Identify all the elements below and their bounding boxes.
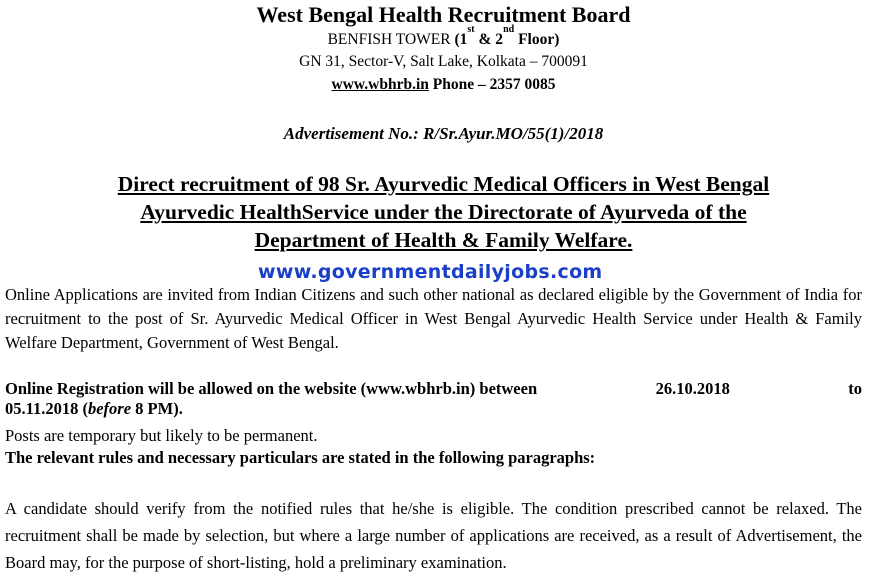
floor-word: Floor)	[514, 31, 560, 48]
watermark-text: www.governmentdailyjobs.com	[258, 261, 603, 283]
street-address: GN 31, Sector-V, Salt Lake, Kolkata – 700091	[299, 53, 588, 70]
contact-line	[0, 75, 887, 94]
floor-and: & 2	[474, 31, 504, 48]
registration-start-date: 26.10.2018	[655, 379, 730, 398]
registration-before: before	[87, 399, 132, 418]
recruitment-headline	[30, 170, 857, 254]
building-line	[0, 23, 887, 49]
advertisement-number: Advertisement No.: R/Sr.Ayur.MO/55(1)/2018	[283, 124, 604, 143]
eligibility-paragraph: A candidate should verify from the notified rules that he/she is eligible. The condition prescribed cannot be relaxed. The recruitment shall be made by selection, but where a large number of applications are received, as a result of Advertisement, the Board may, for the purpose of short-listing, hold a preliminary examination.	[5, 499, 862, 572]
headline-line-1: Direct recruitment of 98 Sr. Ayurvedic Medical Officers in West Bengal	[117, 172, 770, 196]
floor-first-sup: st	[467, 23, 475, 35]
organization-title: West Bengal Health Recruitment Board	[256, 2, 631, 27]
registration-text: Online Registration will be allowed on the website (www.wbhrb.in) between	[5, 379, 538, 398]
intro-paragraph: Online Applications are invited from Indian Citizens and such other national as declared eligible by the Government of India for recruitment to the post of Sr. Ayurvedic Medical Officer in West Bengal Ayurvedic Health Service under Health & Family Welfare Department, Government of West Bengal.	[5, 285, 862, 352]
rules-heading: The relevant rules and necessary particulars are stated in the following paragraphs:	[5, 448, 596, 467]
floor-second-sup: nd	[503, 23, 515, 35]
registration-line-2	[5, 399, 862, 419]
registration-end-date: 05.11.2018 (	[5, 399, 88, 418]
registration-to: to	[848, 379, 862, 398]
registration-time: 8 PM).	[131, 399, 183, 418]
registration-notice	[5, 379, 862, 419]
floor-first: 1	[459, 31, 468, 48]
headline-line-2: Ayurvedic HealthService under the Directorate of Ayurveda of the	[140, 200, 747, 224]
phone-number: Phone – 2357 0085	[428, 76, 556, 93]
floor-open: (	[454, 31, 460, 48]
website-link[interactable]: www.wbhrb.in	[331, 76, 429, 93]
temporary-posts-note: Posts are temporary but likely to be permanent.	[5, 426, 318, 445]
registration-line-1	[5, 379, 862, 399]
building-name: BENFISH TOWER	[327, 31, 451, 48]
headline-line-3: Department of Health & Family Welfare.	[254, 228, 633, 252]
